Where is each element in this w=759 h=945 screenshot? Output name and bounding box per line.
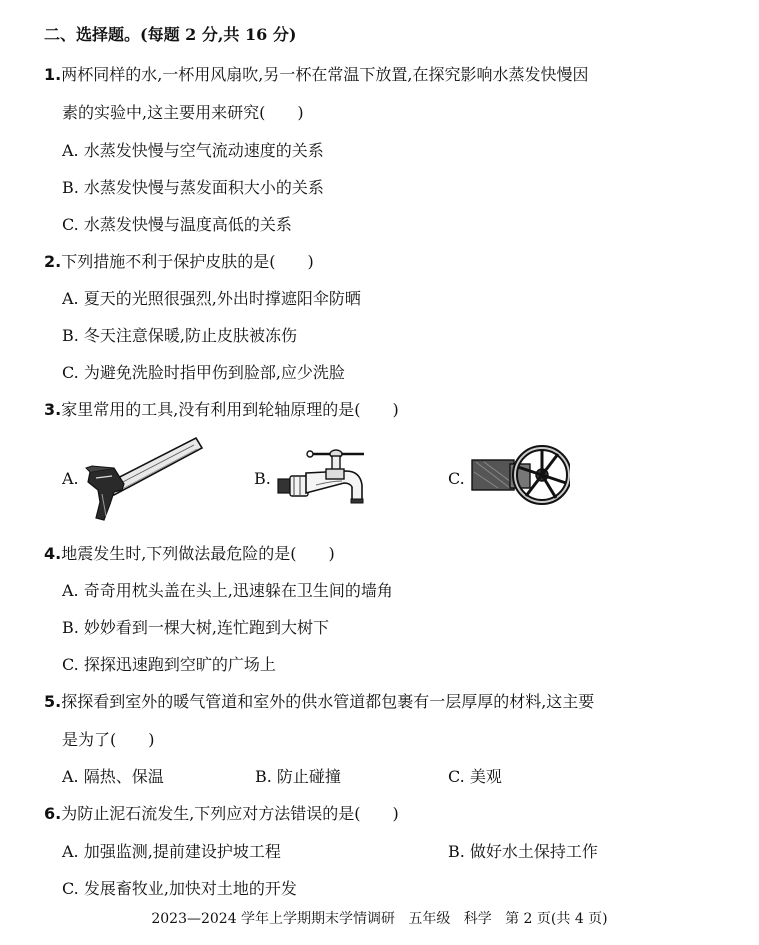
question-2-option-c[interactable]: C. 为避免洗脸时指甲伤到脸部,应少洗脸	[62, 363, 345, 382]
page-footer: 2023—2024 学年上学期期末学情调研 五年级 科学 第 2 页(共 4 页)	[151, 911, 608, 927]
question-text: 为防止泥石流发生,下列应对方法错误的是( )	[61, 804, 399, 823]
question-text: 下列措施不利于保护皮肤的是( )	[61, 252, 314, 271]
question-number: 3.	[44, 400, 62, 419]
question-4-option-b[interactable]: B. 妙妙看到一棵大树,连忙跑到大树下	[62, 618, 330, 637]
question-6-option-c[interactable]: C. 发展畜牧业,加快对土地的开发	[62, 879, 297, 898]
section-title: 二、选择题。(每题 2 分,共 16 分)	[44, 25, 297, 44]
question-3-option-a-label[interactable]: A.	[62, 469, 79, 488]
question-4-stem	[44, 541, 335, 564]
question-number: 1.	[44, 65, 62, 84]
question-number: 6.	[44, 804, 62, 823]
question-number: 4.	[44, 544, 62, 563]
question-number: 2.	[44, 252, 62, 271]
question-6-option-a[interactable]: A. 加强监测,提前建设护坡工程	[62, 842, 281, 861]
question-5-option-b[interactable]: B. 防止碰撞	[255, 767, 341, 786]
question-5-stem	[44, 689, 594, 712]
question-text: 两杯同样的水,一杯用风扇吹,另一杯在常温下放置,在探究影响水蒸发快慢因	[61, 65, 589, 84]
question-1-stem-continued: 素的实验中,这主要用来研究( )	[62, 103, 304, 122]
question-4-option-c[interactable]: C. 探探迅速跑到空旷的广场上	[62, 655, 276, 674]
question-3-option-b-label[interactable]: B.	[254, 469, 271, 488]
question-1-option-c[interactable]: C. 水蒸发快慢与温度高低的关系	[62, 215, 292, 234]
question-2-option-b[interactable]: B. 冬天注意保暖,防止皮肤被冻伤	[62, 326, 298, 345]
question-2-stem	[44, 249, 314, 272]
question-3-stem	[44, 397, 399, 420]
valve-wheel-icon[interactable]	[470, 442, 570, 508]
question-text: 探探看到室外的暖气管道和室外的供水管道都包裹有一层厚厚的材料,这主要	[61, 692, 595, 711]
faucet-icon[interactable]	[276, 443, 374, 505]
hammer-icon[interactable]	[84, 432, 204, 522]
question-3-option-c-label[interactable]: C.	[448, 469, 465, 488]
question-6-option-b[interactable]: B. 做好水土保持工作	[448, 842, 598, 861]
question-number: 5.	[44, 692, 62, 711]
question-6-stem	[44, 801, 399, 824]
question-1-option-b[interactable]: B. 水蒸发快慢与蒸发面积大小的关系	[62, 178, 324, 197]
question-5-stem-continued: 是为了( )	[62, 730, 155, 749]
question-text: 家里常用的工具,没有利用到轮轴原理的是( )	[61, 400, 399, 419]
question-1-option-a[interactable]: A. 水蒸发快慢与空气流动速度的关系	[62, 141, 324, 160]
question-2-option-a[interactable]: A. 夏天的光照很强烈,外出时撑遮阳伞防晒	[62, 289, 361, 308]
question-5-option-a[interactable]: A. 隔热、保温	[62, 767, 164, 786]
question-1-stem	[44, 62, 588, 85]
question-5-option-c[interactable]: C. 美观	[448, 767, 502, 786]
question-4-option-a[interactable]: A. 奇奇用枕头盖在头上,迅速躲在卫生间的墙角	[62, 581, 393, 600]
question-text: 地震发生时,下列做法最危险的是( )	[61, 544, 335, 563]
